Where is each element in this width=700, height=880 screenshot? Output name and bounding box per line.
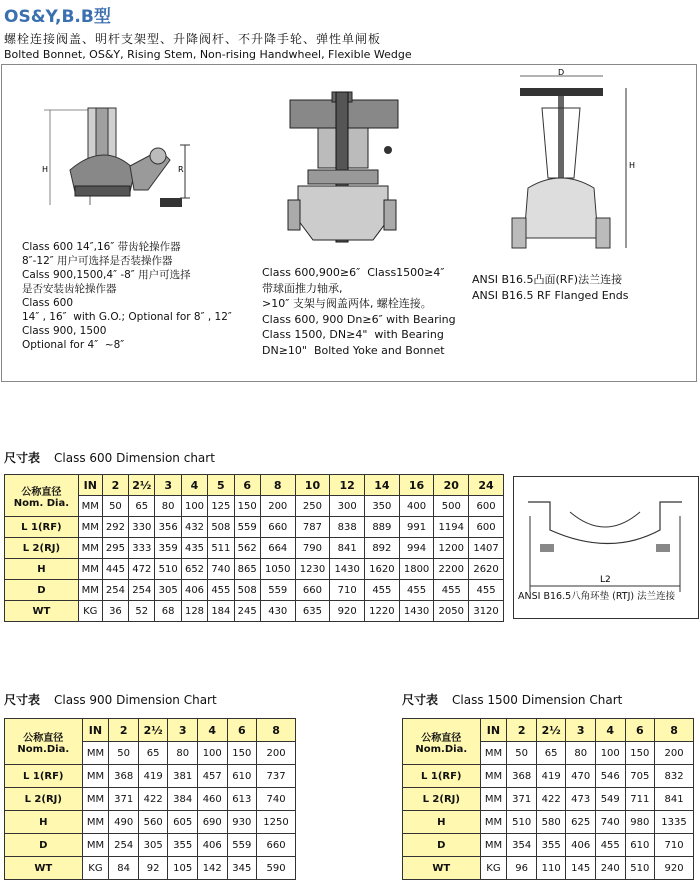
table-cell: 2200 [434,559,469,580]
table1500-title-en: Class 1500 Dimension Chart [452,693,623,707]
rtj-caption: ANSI B16.5八角环垫 (RTJ) 法兰连接 [518,591,676,602]
table-cell: 455 [399,580,434,601]
table600-title-cn: 尺寸表 [4,451,41,465]
table-cell: 406 [197,834,227,857]
row-unit: MM [78,538,102,559]
nominal-diameter-en: Nom. Dia. [13,497,69,509]
table-cell: 1800 [399,559,434,580]
size-header: 8 [260,475,295,496]
row-label: WT [403,857,481,880]
table-cell: 200 [260,496,295,517]
table-header-row [5,719,296,742]
row-unit: MM [480,834,507,857]
table-cell: 1200 [434,538,469,559]
table-cell: 422 [138,788,168,811]
table-cell: 419 [536,765,566,788]
table-cell: 300 [330,496,365,517]
unit-in-header: IN [82,719,109,742]
class900-dimension-table [4,718,296,880]
row-unit: MM [480,811,507,834]
table-cell: 710 [330,580,365,601]
size-header: 12 [330,475,365,496]
table-row [403,811,694,834]
table-cell: 355 [536,834,566,857]
size-header: 4 [197,719,227,742]
table-cell: 610 [227,765,257,788]
row-unit: MM [480,788,507,811]
size-header: 2 [102,475,128,496]
class600-dimension-table [4,474,504,622]
table-cell: 330 [129,517,155,538]
table-row [5,788,296,811]
table-cell: 145 [566,857,596,880]
row-unit: MM [78,496,102,517]
table-cell: 419 [138,765,168,788]
table-row [5,857,296,880]
row-unit: MM [82,742,109,765]
table-cell: 92 [138,857,168,880]
size-header: 2½ [129,475,155,496]
row-unit: MM [480,765,507,788]
table-row [5,580,504,601]
table-cell: 250 [295,496,330,517]
nominal-diameter-label [5,719,83,765]
table-cell: 65 [536,742,566,765]
size-header: 20 [434,475,469,496]
size-header: 3 [168,719,198,742]
table-cell: 500 [434,496,469,517]
table-cell: 660 [260,517,295,538]
nominal-diameter-cn: 公称直径 [21,486,62,498]
table1500-title-cn: 尺寸表 [402,693,439,707]
table-cell: 65 [138,742,168,765]
table-cell: 36 [102,601,128,622]
table-cell: 892 [365,538,400,559]
table-cell: 1250 [257,811,296,834]
table-cell: 705 [625,765,655,788]
row-label: D [5,580,79,601]
table-cell: 546 [595,765,625,788]
table-cell: 625 [566,811,596,834]
table-cell: 355 [168,834,198,857]
row-label: WT [5,857,83,880]
size-header: 4 [595,719,625,742]
table-cell: 508 [234,580,260,601]
table-cell: 455 [365,580,400,601]
table-cell: 422 [536,788,566,811]
table-cell: 305 [155,580,181,601]
table-cell: 889 [365,517,400,538]
table-cell: 635 [295,601,330,622]
table-cell: 660 [257,834,296,857]
table-cell: 737 [257,765,296,788]
row-unit: MM [82,811,109,834]
table-cell: 980 [625,811,655,834]
table600-title-en: Class 600 Dimension chart [54,451,215,465]
table-cell: 1335 [655,811,694,834]
size-header: 6 [227,719,257,742]
size-header: 16 [399,475,434,496]
size-header: 2 [109,719,139,742]
table-cell: 371 [507,788,537,811]
table-cell: 600 [469,517,504,538]
table-cell: 664 [260,538,295,559]
row-unit: KG [78,601,102,622]
table-cell: 400 [399,496,434,517]
row-unit: KG [82,857,109,880]
table-cell: 1407 [469,538,504,559]
table-cell: 350 [365,496,400,517]
table-row [403,765,694,788]
table-row [5,834,296,857]
table-cell: 613 [227,788,257,811]
table-cell: 96 [507,857,537,880]
table-cell: 832 [655,765,694,788]
table-cell: 740 [208,559,234,580]
table-cell: 710 [655,834,694,857]
table-cell: 150 [234,496,260,517]
row-label: H [403,811,481,834]
table-cell: 473 [566,788,596,811]
table-cell: 65 [129,496,155,517]
valve-d-label: D [558,68,565,77]
gear-operator-note: Class 600 14″,16″ 带齿轮操作器 8″-12″ 用户可选择是否装操作器 Calss 900,1500,4″ -8″ 用户可选择 是否安装齿轮操作器 Class 600 14″ , 16″ with G.O.; Optional for 8″ , 12″ Class 900, 1500 Optional for 4″ ~8″ [22,241,232,351]
row-unit: MM [78,517,102,538]
table-cell: 1220 [365,601,400,622]
unit-in-header: IN [480,719,507,742]
table900-heading [4,691,217,708]
rf-flange-note: ANSI B16.5凸面(RF)法兰连接 ANSI B16.5 RF Flanged Ends [472,273,629,302]
table-cell: 460 [197,788,227,811]
table-cell: 2620 [469,559,504,580]
table-cell: 930 [227,811,257,834]
table-row [5,811,296,834]
table-cell: 50 [507,742,537,765]
size-header: 2½ [138,719,168,742]
table-cell: 559 [260,580,295,601]
table-cell: 84 [109,857,139,880]
size-header: 6 [625,719,655,742]
table-row [5,538,504,559]
table-cell: 333 [129,538,155,559]
size-header: 2½ [536,719,566,742]
table-header-row [403,719,694,742]
nominal-diameter-label [5,475,79,517]
table-cell: 549 [595,788,625,811]
row-unit: MM [480,742,507,765]
gear-operator-drawing [30,100,230,240]
size-header: 6 [234,475,260,496]
table-cell: 740 [595,811,625,834]
table-row [403,834,694,857]
valve-section-drawing [288,90,408,250]
table-cell: 605 [168,811,198,834]
table-cell: 690 [197,811,227,834]
unit-in-header: IN [78,475,102,496]
row-label: L 2(RJ) [5,788,83,811]
table-row [5,517,504,538]
table-cell: 600 [469,496,504,517]
subtitle-en: Bolted Bonnet, OS&Y, Rising Stem, Non-rising Handwheel, Flexible Wedge [4,48,412,61]
bearing-note: Class 600,900≥6″ Class1500≥4″ 带球面推力轴承, >10″ 支架与阀盖两体, 螺栓连接。 Class 600, 900 Dn≥6″ with Bearing Class 1500, DN≥4" with Bearing DN≥10" Bolted Yoke and Bonnet [262,266,456,357]
table-cell: 580 [536,811,566,834]
table-cell: 292 [102,517,128,538]
table-cell: 150 [227,742,257,765]
table-cell: 610 [625,834,655,857]
table-cell: 560 [138,811,168,834]
size-header: 3 [155,475,181,496]
table-row [403,857,694,880]
table-cell: 50 [102,496,128,517]
row-unit: MM [82,834,109,857]
table-cell: 562 [234,538,260,559]
table-cell: 455 [208,580,234,601]
size-header: 10 [295,475,330,496]
nominal-diameter-en: Nom.Dia. [415,743,468,755]
table-cell: 445 [102,559,128,580]
table-cell: 1620 [365,559,400,580]
row-label: D [5,834,83,857]
table-cell: 68 [155,601,181,622]
table-cell: 841 [655,788,694,811]
table-cell: 1194 [434,517,469,538]
table-cell: 184 [208,601,234,622]
table-cell: 865 [234,559,260,580]
table-cell: 100 [595,742,625,765]
table-cell: 1050 [260,559,295,580]
table600-heading [4,449,215,466]
table-cell: 406 [181,580,207,601]
valve-h-label: H [629,161,636,170]
class1500-dimension-table [402,718,694,880]
table-cell: 105 [168,857,198,880]
table-cell: 841 [330,538,365,559]
table-cell: 2050 [434,601,469,622]
table-cell: 150 [625,742,655,765]
table-cell: 1430 [399,601,434,622]
table900-title-cn: 尺寸表 [4,693,41,707]
nominal-diameter-cn: 公称直径 [421,732,462,744]
row-label: L 1(RF) [5,765,83,788]
table-cell: 354 [507,834,537,857]
table-cell: 100 [197,742,227,765]
table-cell: 660 [295,580,330,601]
table-cell: 470 [566,765,596,788]
size-header: 2 [507,719,537,742]
table-cell: 435 [181,538,207,559]
table-cell: 455 [595,834,625,857]
row-label: H [5,559,79,580]
table-cell: 510 [155,559,181,580]
table-cell: 510 [625,857,655,880]
table-cell: 508 [208,517,234,538]
table-cell: 652 [181,559,207,580]
table-cell: 52 [129,601,155,622]
table-row [403,788,694,811]
subtitle-cn: 螺栓连接阀盖、明杆支架型、升降阀杆、不升降手轮、弹性单闸板 [4,32,382,46]
table-cell: 254 [109,834,139,857]
row-unit: MM [78,559,102,580]
table-cell: 80 [566,742,596,765]
table-row [5,765,296,788]
table-cell: 110 [536,857,566,880]
table-cell: 559 [227,834,257,857]
row-label: WT [5,601,79,622]
size-header: 24 [469,475,504,496]
row-label: L 1(RF) [403,765,481,788]
table-cell: 100 [181,496,207,517]
table-cell: 740 [257,788,296,811]
table-cell: 457 [197,765,227,788]
table-cell: 1230 [295,559,330,580]
row-unit: MM [82,788,109,811]
table900-title-en: Class 900 Dimension Chart [54,693,217,707]
table1500-heading [402,691,622,708]
table-row [5,559,504,580]
table-cell: 245 [234,601,260,622]
table-cell: 125 [208,496,234,517]
table-cell: 200 [655,742,694,765]
table-cell: 711 [625,788,655,811]
table-cell: 371 [109,788,139,811]
rtj-l2-label: L2 [600,575,611,585]
table-cell: 455 [434,580,469,601]
row-label: L 2(RJ) [5,538,79,559]
row-label: L 2(RJ) [403,788,481,811]
table-cell: 50 [109,742,139,765]
table-cell: 994 [399,538,434,559]
table-cell: 1430 [330,559,365,580]
size-header: 5 [208,475,234,496]
size-header: 4 [181,475,207,496]
table-cell: 920 [655,857,694,880]
table-cell: 80 [168,742,198,765]
table-cell: 430 [260,601,295,622]
row-unit: MM [78,580,102,601]
row-unit: MM [82,765,109,788]
table-cell: 432 [181,517,207,538]
table-cell: 406 [566,834,596,857]
nominal-diameter-en: Nom.Dia. [17,743,70,755]
gear-h-label: H [42,165,49,174]
nominal-diameter-cn: 公称直径 [23,732,64,744]
table-cell: 511 [208,538,234,559]
table-cell: 345 [227,857,257,880]
size-header: 8 [655,719,694,742]
table-row [5,496,504,517]
size-header: 8 [257,719,296,742]
row-label: H [5,811,83,834]
table-row [5,601,504,622]
valve-front-drawing [508,68,638,268]
table-cell: 455 [469,580,504,601]
table-cell: 240 [595,857,625,880]
gear-r-label: R [178,165,184,174]
table-cell: 790 [295,538,330,559]
size-header: 14 [365,475,400,496]
rtj-flange-drawing [520,482,690,592]
table-cell: 142 [197,857,227,880]
table-cell: 991 [399,517,434,538]
table-cell: 200 [257,742,296,765]
table-header-row [5,475,504,496]
row-label: L 1(RF) [5,517,79,538]
table-cell: 356 [155,517,181,538]
table-cell: 3120 [469,601,504,622]
table-cell: 359 [155,538,181,559]
table-cell: 787 [295,517,330,538]
table-cell: 510 [507,811,537,834]
size-header: 3 [566,719,596,742]
table-cell: 80 [155,496,181,517]
page-title: OS&Y,B.B型 [4,7,111,27]
table-cell: 590 [257,857,296,880]
table-cell: 384 [168,788,198,811]
table-cell: 559 [234,517,260,538]
table-cell: 305 [138,834,168,857]
table-cell: 368 [109,765,139,788]
table-cell: 838 [330,517,365,538]
nominal-diameter-label [403,719,481,765]
row-unit: KG [480,857,507,880]
table-cell: 920 [330,601,365,622]
table-cell: 128 [181,601,207,622]
table-cell: 368 [507,765,537,788]
table-cell: 490 [109,811,139,834]
table-cell: 295 [102,538,128,559]
table-cell: 254 [129,580,155,601]
table-cell: 381 [168,765,198,788]
table-cell: 472 [129,559,155,580]
row-label: D [403,834,481,857]
table-cell: 254 [102,580,128,601]
